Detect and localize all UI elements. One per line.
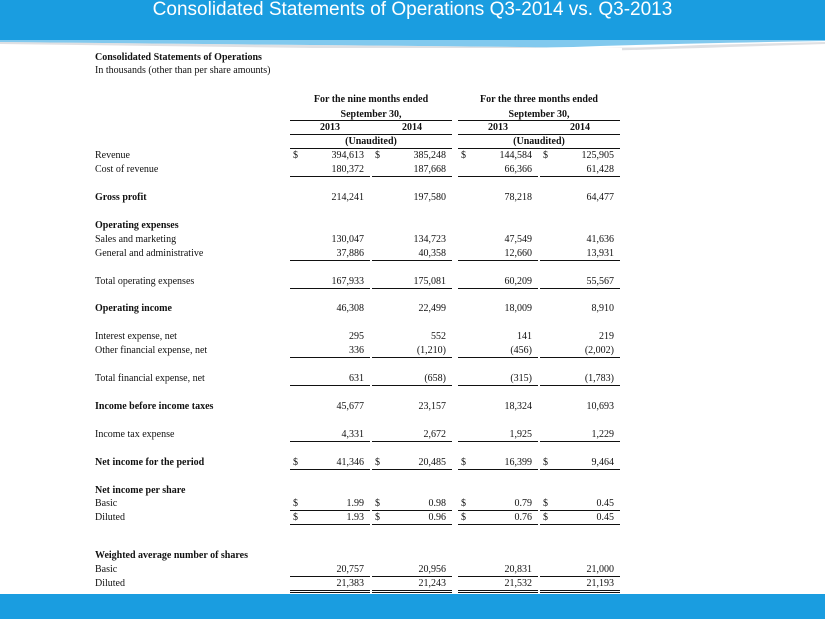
value-cell-income-before-tax: 45,677 — [336, 401, 364, 412]
currency-symbol: $ — [375, 498, 380, 509]
value-cell-interest-expense: 219 — [599, 331, 614, 342]
value-cell-shares-diluted: 21,193 — [540, 578, 620, 593]
header-rule — [458, 120, 620, 121]
row-label-eps: Net income per share — [95, 485, 186, 496]
value-cell-income-tax: 4,331 — [290, 429, 370, 442]
currency-symbol: $ — [293, 512, 298, 523]
value-cell-net-income: 9,464 — [540, 457, 620, 470]
value-cell-eps-diluted: 0.76 — [458, 512, 538, 525]
header-rule — [290, 148, 452, 149]
value-cell-eps-basic: 0.79 — [458, 498, 538, 511]
value-cell-sales-marketing: 134,723 — [413, 234, 446, 245]
currency-symbol: $ — [543, 150, 548, 161]
value-cell-eps-diluted: 0.96 — [372, 512, 452, 525]
value-cell-operating-income: 22,499 — [418, 303, 446, 314]
year-header: 2014 — [402, 122, 422, 133]
year-header: 2014 — [570, 122, 590, 133]
row-label-operating-expenses: Operating expenses — [95, 220, 179, 231]
row-label-weighted-shares: Weighted average number of shares — [95, 550, 248, 561]
currency-symbol: $ — [293, 150, 298, 161]
row-label-sales-marketing: Sales and marketing — [95, 234, 177, 245]
currency-symbol: $ — [461, 457, 466, 468]
value-cell-other-financial: (2,002) — [540, 345, 620, 358]
value-cell-eps-diluted: 1.93 — [290, 512, 370, 525]
value-cell-general-admin: 37,886 — [290, 248, 370, 261]
value-cell-interest-expense: 141 — [517, 331, 532, 342]
value-cell-eps-basic: 0.45 — [540, 498, 620, 511]
statement-subtitle: In thousands (other than per share amounts) — [95, 65, 271, 76]
row-label-shares-basic: Basic — [95, 564, 118, 575]
currency-symbol: $ — [375, 512, 380, 523]
currency-symbol: $ — [375, 150, 380, 161]
value-cell-sales-marketing: 47,549 — [504, 234, 532, 245]
row-label-total-financial: Total financial expense, net — [95, 373, 205, 384]
value-cell-eps-diluted: 0.45 — [540, 512, 620, 525]
value-cell-general-admin: 40,358 — [372, 248, 452, 261]
slide-header — [0, 0, 825, 40]
value-cell-revenue: 385,248 — [413, 150, 446, 161]
value-cell-eps-basic: 1.99 — [290, 498, 370, 511]
date-nine-header: September 30, — [340, 109, 402, 120]
value-cell-general-admin: 13,931 — [540, 248, 620, 261]
currency-symbol: $ — [461, 498, 466, 509]
value-cell-operating-income: 46,308 — [336, 303, 364, 314]
unaudited-nine-header: (Unaudited) — [345, 136, 397, 147]
row-label-eps-basic: Basic — [95, 498, 118, 509]
row-label-income-tax: Income tax expense — [95, 429, 175, 440]
value-cell-sales-marketing: 41,636 — [586, 234, 614, 245]
value-cell-total-operating: 167,933 — [290, 276, 370, 289]
value-cell-shares-diluted: 21,383 — [290, 578, 370, 593]
header-rule — [458, 148, 620, 149]
value-cell-eps-basic: 0.98 — [372, 498, 452, 511]
value-cell-sales-marketing: 130,047 — [331, 234, 364, 245]
value-cell-cost-of-revenue: 180,372 — [290, 164, 370, 177]
value-cell-revenue: 394,613 — [331, 150, 364, 161]
row-label-shares-diluted: Diluted — [95, 578, 125, 589]
year-header: 2013 — [488, 122, 508, 133]
value-cell-total-financial: (1,783) — [540, 373, 620, 386]
value-cell-total-operating: 60,209 — [458, 276, 538, 289]
value-cell-other-financial: 336 — [290, 345, 370, 358]
value-cell-cost-of-revenue: 66,366 — [458, 164, 538, 177]
row-label-cost-of-revenue: Cost of revenue — [95, 164, 159, 175]
value-cell-cost-of-revenue: 187,668 — [372, 164, 452, 177]
row-label-operating-income: Operating income — [95, 303, 172, 314]
value-cell-income-before-tax: 23,157 — [418, 401, 446, 412]
value-cell-income-tax: 1,229 — [540, 429, 620, 442]
value-cell-total-operating: 175,081 — [372, 276, 452, 289]
value-cell-shares-basic: 20,956 — [372, 564, 452, 577]
currency-symbol: $ — [543, 512, 548, 523]
value-cell-operating-income: 18,009 — [504, 303, 532, 314]
value-cell-shares-diluted: 21,243 — [372, 578, 452, 593]
period-nine-header: For the nine months ended — [313, 94, 429, 105]
value-cell-shares-basic: 20,757 — [290, 564, 370, 577]
value-cell-total-financial: (658) — [372, 373, 452, 386]
value-cell-shares-diluted: 21,532 — [458, 578, 538, 593]
date-three-header: September 30, — [508, 109, 570, 120]
value-cell-cost-of-revenue: 61,428 — [540, 164, 620, 177]
period-three-header: For the three months ended — [480, 94, 598, 105]
value-cell-gross-profit: 197,580 — [413, 192, 446, 203]
value-cell-operating-income: 8,910 — [591, 303, 614, 314]
value-cell-income-tax: 1,925 — [458, 429, 538, 442]
value-cell-gross-profit: 214,241 — [331, 192, 364, 203]
value-cell-other-financial: (1,210) — [372, 345, 452, 358]
row-label-gross-profit: Gross profit — [95, 192, 147, 203]
header-rule — [290, 134, 452, 135]
value-cell-net-income: 20,485 — [372, 457, 452, 470]
row-label-interest-expense: Interest expense, net — [95, 331, 177, 342]
year-header: 2013 — [320, 122, 340, 133]
currency-symbol: $ — [293, 457, 298, 468]
header-rule — [290, 120, 452, 121]
value-cell-total-financial: 631 — [290, 373, 370, 386]
row-label-general-admin: General and administrative — [95, 248, 204, 259]
value-cell-shares-basic: 20,831 — [458, 564, 538, 577]
header-rule — [458, 134, 620, 135]
unaudited-three-header: (Unaudited) — [513, 136, 565, 147]
value-cell-shares-basic: 21,000 — [540, 564, 620, 577]
currency-symbol: $ — [375, 457, 380, 468]
value-cell-total-financial: (315) — [458, 373, 538, 386]
row-label-income-before-tax: Income before income taxes — [95, 401, 214, 412]
value-cell-income-before-tax: 18,324 — [504, 401, 532, 412]
value-cell-net-income: 16,399 — [458, 457, 538, 470]
value-cell-other-financial: (456) — [458, 345, 538, 358]
row-label-other-financial: Other financial expense, net — [95, 345, 208, 356]
row-label-revenue: Revenue — [95, 150, 130, 161]
slide-footer-bar — [0, 594, 825, 619]
currency-symbol: $ — [461, 150, 466, 161]
value-cell-revenue: 144,584 — [499, 150, 532, 161]
value-cell-interest-expense: 295 — [349, 331, 364, 342]
value-cell-gross-profit: 64,477 — [586, 192, 614, 203]
value-cell-net-income: 41,346 — [290, 457, 370, 470]
value-cell-income-before-tax: 10,693 — [586, 401, 614, 412]
value-cell-income-tax: 2,672 — [372, 429, 452, 442]
value-cell-total-operating: 55,567 — [540, 276, 620, 289]
currency-symbol: $ — [543, 498, 548, 509]
row-label-net-income: Net income for the period — [95, 457, 205, 468]
value-cell-general-admin: 12,660 — [458, 248, 538, 261]
currency-symbol: $ — [293, 498, 298, 509]
value-cell-interest-expense: 552 — [431, 331, 446, 342]
row-label-total-operating: Total operating expenses — [95, 276, 195, 287]
currency-symbol: $ — [543, 457, 548, 468]
slide-title: Consolidated Statements of Operations Q3-2014 vs. Q3-2013 — [152, 0, 673, 20]
value-cell-gross-profit: 78,218 — [504, 192, 532, 203]
currency-symbol: $ — [461, 512, 466, 523]
value-cell-revenue: 125,905 — [581, 150, 614, 161]
row-label-eps-diluted: Diluted — [95, 512, 125, 523]
statement-title: Consolidated Statements of Operations — [95, 52, 262, 63]
